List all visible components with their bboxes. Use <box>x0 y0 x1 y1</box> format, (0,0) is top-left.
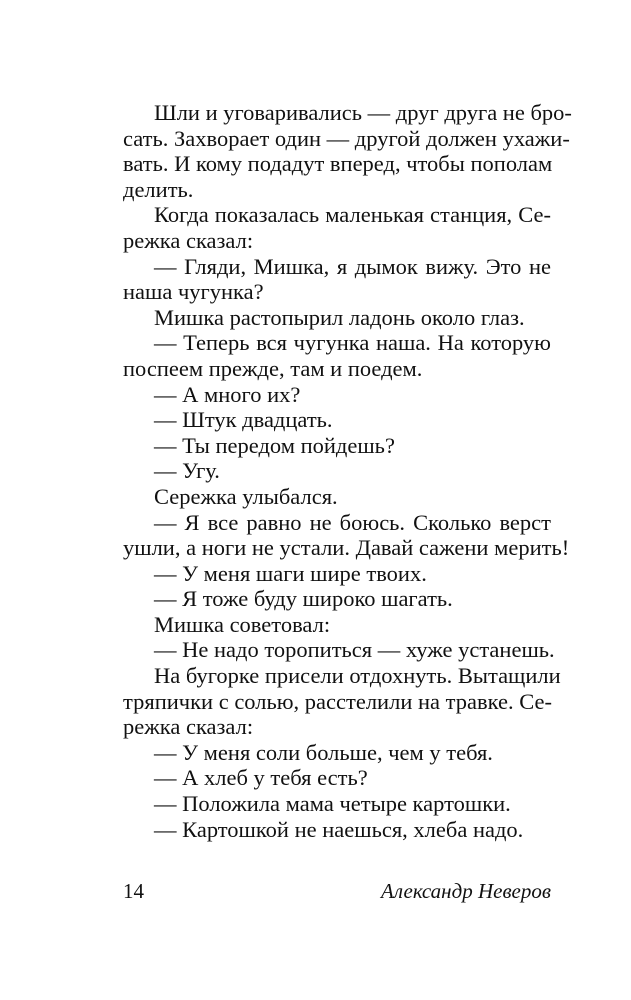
text-line: — Картошкой не наешься, хлеба надо. <box>154 816 524 842</box>
text-line: Мишка растопырил ладонь около глаз. <box>154 304 525 330</box>
text-line: — Я все равно не боюсь. Сколько верст <box>154 509 551 535</box>
text-line: Шли и уговаривались — друг друга не бро- <box>154 100 572 125</box>
text-line: На бугорке присели отдохнуть. Вытащили <box>154 663 561 689</box>
text-line: поспеем прежде, там и поедем. <box>123 355 423 381</box>
text-line: — У меня шаги шире твоих. <box>154 560 427 586</box>
text-line: наша чугунка? <box>123 279 264 305</box>
text-line: — А много их? <box>154 381 301 407</box>
text-line: режка сказал: <box>123 714 254 740</box>
text-line: сать. Захворает один — другой должен ухажи- <box>123 125 570 151</box>
text-line: — Теперь вся чугунка наша. На которую <box>154 330 551 356</box>
text-line: — Угу. <box>154 458 220 484</box>
text-line: — Ты передом пойдешь? <box>154 432 395 458</box>
text-line: — Я тоже буду широко шагать. <box>154 586 453 612</box>
text-line: — У меня соли больше, чем у тебя. <box>154 739 493 765</box>
text-line: вать. И кому подадут вперед, чтобы пополам <box>123 151 553 177</box>
text-line: делить. <box>123 176 194 202</box>
page-footer <box>123 878 551 904</box>
book-page-text <box>123 100 572 842</box>
text-line: — Положила мама четыре картошки. <box>154 791 511 817</box>
page-number: 14 <box>123 879 144 903</box>
text-line: — А хлеб у тебя есть? <box>154 765 368 791</box>
running-footer-author: Александр Неверов <box>381 879 551 903</box>
text-line: — Штук двадцать. <box>154 407 333 433</box>
text-line: Мишка советовал: <box>154 611 331 637</box>
text-line: тряпички с солью, расстелили на травке. Се- <box>123 688 552 714</box>
text-line: — Не надо торопиться — хуже устанешь. <box>154 637 555 663</box>
text-line: Когда показалась маленькая станция, Се- <box>154 202 551 228</box>
text-line: Сережка улыбался. <box>154 483 338 509</box>
text-line: режка сказал: <box>123 227 254 253</box>
text-line: ушли, а ноги не устали. Давай сажени мерить! <box>123 535 570 561</box>
text-line: — Гляди, Мишка, я дымок вижу. Это не <box>154 253 551 279</box>
